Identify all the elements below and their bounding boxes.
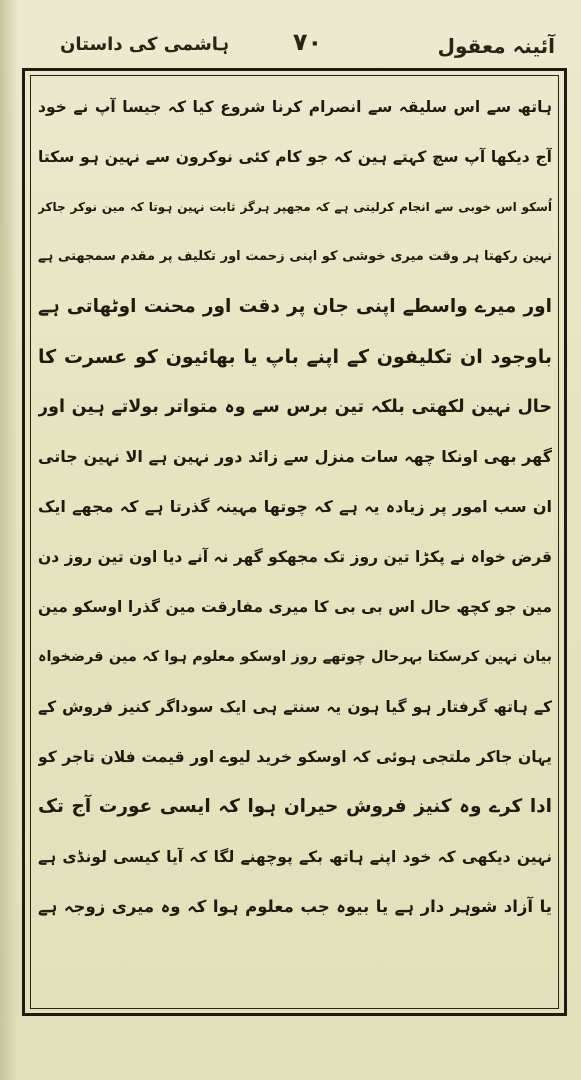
text-line: حال نہین لکھتی بلکہ تین برس سے وہ متواتر بولاتے ہین اور [38, 397, 552, 417]
text-line: کے ہاتھ گرفتار ہو گیا ہون یہ سنتے ہی ایک سوداگر کنیز فروش کے [38, 698, 552, 716]
section-title: ہاشمی کی داستان [60, 34, 230, 55]
text-line: باوجود ان تکلیفون کے اپنے باپ یا بھائیون کو عسرت کا [38, 346, 552, 368]
text-line: مین جو کچھ حال اس بی بی کا میری مفارقت مین گذرا اوسکو مین [38, 598, 552, 616]
text-line: بیان نہین کرسکتا بہرحال چوتھے روز اوسکو معلوم ہوا کہ مین قرضخواہ [38, 649, 552, 665]
text-line: آج دیکھا آپ سچ کہتے ہین کہ جو کام کئی نوکرون سے نہین ہو سکتا [38, 148, 552, 166]
text-line: ان سب امور پر زیادہ یہ ہے کہ چوتھا مہینہ گذرتا ہے کہ مجھے ایک [38, 497, 552, 516]
text-line: یا آزاد شوہر دار ہے یا بیوہ جب معلوم ہوا کہ وہ میری زوجہ ہے [38, 897, 552, 916]
text-line: گھر بھی اونکا چھہ سات منزل سے زائد دور نہین ہے الا نہین جاتی [38, 447, 552, 466]
page-number: ۷۰ [292, 28, 323, 56]
text-line: اُسکو اس خوبی سے انجام کرلیتی ہے کہ مجھپر ہرگز ثابت نہین ہوتا کہ مین نوکر جاکر [38, 200, 552, 214]
text-line: ادا کرے وہ کنیز فروش حیران ہوا کہ ایسی عورت آج تک [38, 796, 552, 817]
text-line: قرض خواہ نے پکڑا تین روز تک مجھکو گھر نہ آنے دیا اون تین روز دن [38, 548, 552, 566]
text-line: نہین رکھتا ہر وقت میری خوشی کو اپنی زحمت اور تکلیف پر مقدم سمجھتی ہے [38, 249, 552, 264]
binding-shadow [0, 0, 18, 1080]
text-line: یہان جاکر ملتجی ہوئی کہ اوسکو خرید لیوے اور قیمت فلان تاجر کو [38, 748, 552, 766]
running-title: آئینہ معقول [437, 34, 555, 58]
page-header [60, 28, 555, 68]
text-line: نہین دیکھی کہ خود اپنے ہاتھ بکے پوچھنے لگا کہ آیا کیسی لونڈی ہے [38, 848, 552, 866]
text-line: اور میرے واسطے اپنی جان پر دقت اور محنت اوٹھاتی ہے [38, 296, 552, 317]
text-line: ہاتھ سے اس سلیقہ سے انصرام کرنا شروع کیا کہ جیسا آپ نے خود [38, 98, 552, 116]
body-text [38, 82, 552, 1002]
